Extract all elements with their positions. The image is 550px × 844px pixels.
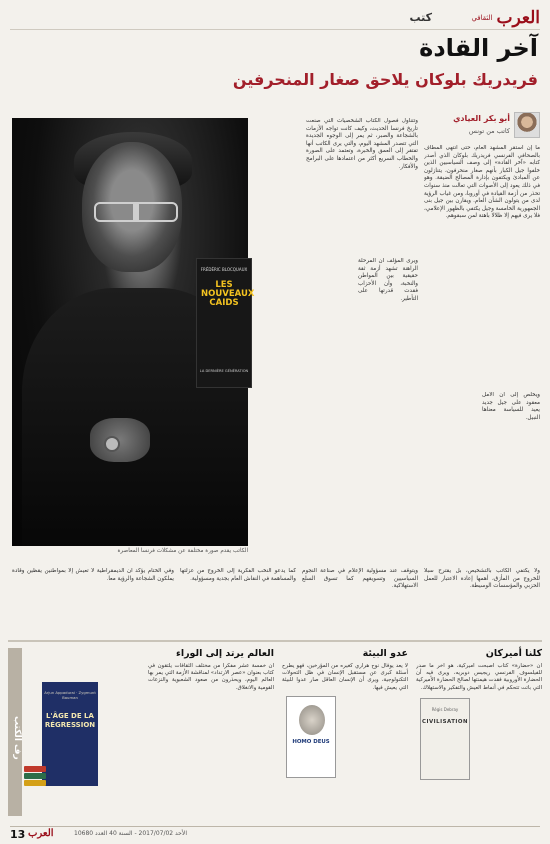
books-stack-icon bbox=[24, 766, 46, 792]
book-cover-author: Arjun Appadurai · Zygmunt Bauman bbox=[44, 690, 96, 700]
book-review-text: أن خمسة عشر مفكرا من مختلف الثقافات يلتقون في كتاب بعنوان «عصر الارتداد» لمناقشة الأزمة التي يمر بها العالم اليوم، ويحذرون من صعود الشعبوية والنزعات القومية والانغلاق. bbox=[148, 663, 274, 691]
book-review-1 bbox=[416, 648, 542, 816]
portrait-hand bbox=[90, 418, 150, 462]
issue-date: الأحد 2017/07/02 - السنة 40 العدد 10680 bbox=[74, 830, 187, 837]
book-cover-author: Régis Debray bbox=[431, 707, 459, 712]
article-column: وفي الختام يؤكد أن الديمقراطية لا تعيش إلا بمواطنين يقظين وقادة يملكون الشجاعة والرؤية معا. bbox=[12, 568, 174, 582]
book-cover-author: FRÉDÉRIC BLOCQUAUX bbox=[200, 267, 248, 272]
book-cover bbox=[196, 258, 255, 388]
book-review-text: لا يعد يوفال نوح هراري كغيره من المؤرخين، فهو يطرح أسئلة كبرى عن مستقبل الإنسان في ظل التحولات التكنولوجية، ويرى أن الإنسان العاقل صار عدوا للبيئة التي يعيش فيها. bbox=[282, 663, 408, 691]
article-column: وتتناول فصول الكتاب الشخصيات التي صنعت تاريخ فرنسا الحديث، وكيف كانت تواجه الأزمات بالشجاعة والصبر، ثم يمر إلى الوجوه الجديدة التي تتصدر المشهد اليوم، والتي يرى الكاتب أنها تفتقر إلى العمق والخبرة، وتعتمد على الصورة والخطاب السريع أكثر من اعتمادها على البرامج والأفكار. bbox=[306, 118, 418, 170]
article-headline: آخر القادة bbox=[419, 34, 538, 62]
portrait-glasses bbox=[94, 202, 178, 222]
book-cover-title: HOMO DEUS bbox=[292, 739, 330, 745]
page-number: 13 bbox=[10, 828, 26, 841]
book-cover-civilisation bbox=[420, 698, 470, 780]
article-column: ويتوقف عند مسؤولية الإعلام في صناعة النجوم السياسيين وتسويقهم كما تسوق السلع الاستهلاكية. bbox=[302, 568, 418, 590]
article-subheadline: فريدريك بلوكان يلاحق صغار المنحرفين bbox=[232, 70, 538, 89]
footer-logo: العرب bbox=[28, 828, 54, 839]
book-cover-subtitle: LA DERNIÈRE GÉNÉRATION bbox=[199, 369, 249, 373]
article-column: ما إن استقر المشهد العام، حتى انتهى المطاف بالصحافي الفرنسي فريدريك بلوكان الذي أصدر كتابه «آخر القادة» إلى وصف السياسيين الذين خلفوا جيل الكبار بأنهم صغار منحرفون، يتنازلون عن المبادئ ويكتفون بإدارة المصالح الضيقة. وهو في ذلك يعود إلى الأصوات التي تعالت منذ سنوات تحذر من أزمة القيادة في أوروبا، ومن غياب الرؤية لدى من يتولون الشأن العام. ويقارن بين جيل بنى الجمهورية الخامسة وجيل يكتفي بالظهور الإعلامي، فلا يرى فيهم إلا ظلالا باهتة لمن سبقوهم. bbox=[424, 145, 540, 220]
book-cover-title: LES NOUVEAUX CAIDS bbox=[201, 280, 255, 308]
watch-icon bbox=[104, 436, 120, 452]
cover-art bbox=[299, 705, 325, 735]
book-review-title: كلنا أميركان bbox=[485, 648, 542, 659]
masthead bbox=[10, 8, 540, 30]
article-column: كما يدعو النخب الفكرية إلى الخروج من عزلتها والمساهمة في النقاش العام بجدية ومسؤولية. bbox=[180, 568, 296, 582]
book-review-title: عدو البيئة bbox=[362, 648, 408, 659]
book-review-3 bbox=[148, 648, 274, 816]
book-review-2 bbox=[282, 648, 408, 816]
book-cover-regression bbox=[42, 682, 98, 786]
author-name: أبو بكر العيادي bbox=[453, 114, 510, 123]
section-name: كتب bbox=[409, 11, 432, 24]
newspaper-logo-sub: الثقافي bbox=[471, 14, 493, 22]
author-photo bbox=[514, 112, 540, 138]
bookshelf-label: رف الكتب bbox=[8, 648, 22, 816]
author-role: كاتب من تونس bbox=[468, 127, 510, 135]
newspaper-logo: العرب bbox=[496, 8, 540, 28]
author-byline bbox=[422, 112, 540, 142]
book-cover-homo-deus bbox=[286, 696, 336, 778]
article-column: ويرى المؤلف أن المرحلة الراهنة تشهد أزمة ثقة حقيقية بين المواطن والنخبة، وأن الأحزاب فقدت قدرتها على التأطير. bbox=[358, 258, 418, 302]
book-shelf-band bbox=[8, 640, 542, 820]
book-review-text: أن «حضارة» كتاب أصبحت أميركية، هو آخر ما صدر للفيلسوف الفرنسي ريجيس دوبريه، ويرى فيه أن الحضارة الأوروبية فقدت هيمنتها لصالح الحضارة الأميركية التي باتت تتحكم في أنماط العيش والتفكير والاستهلاك. bbox=[416, 663, 542, 691]
book-shelf-side bbox=[8, 648, 134, 816]
page-footer bbox=[10, 826, 540, 840]
book-cover-title: L'ÂGE DE LA RÉGRESSION bbox=[44, 712, 96, 729]
brand bbox=[471, 8, 540, 28]
book-cover-title: CIVILISATION bbox=[422, 719, 468, 725]
article-column: ولا يكتفي الكاتب بالتشخيص، بل يقترح سبلا للخروج من المأزق، أهمها إعادة الاعتبار للعمل الحزبي والمؤسسات الوسيطة. bbox=[424, 568, 540, 590]
photo-caption: الكاتب يقدم صورة مختلفة عن مشكلات فرنسا المعاصرة bbox=[117, 548, 248, 554]
book-review-title: العالم يرتد إلى الوراء bbox=[175, 648, 274, 659]
article-column: ويخلص إلى أن الأمل معقود على جيل جديد يعيد للسياسة معناها النبيل. bbox=[482, 392, 540, 421]
